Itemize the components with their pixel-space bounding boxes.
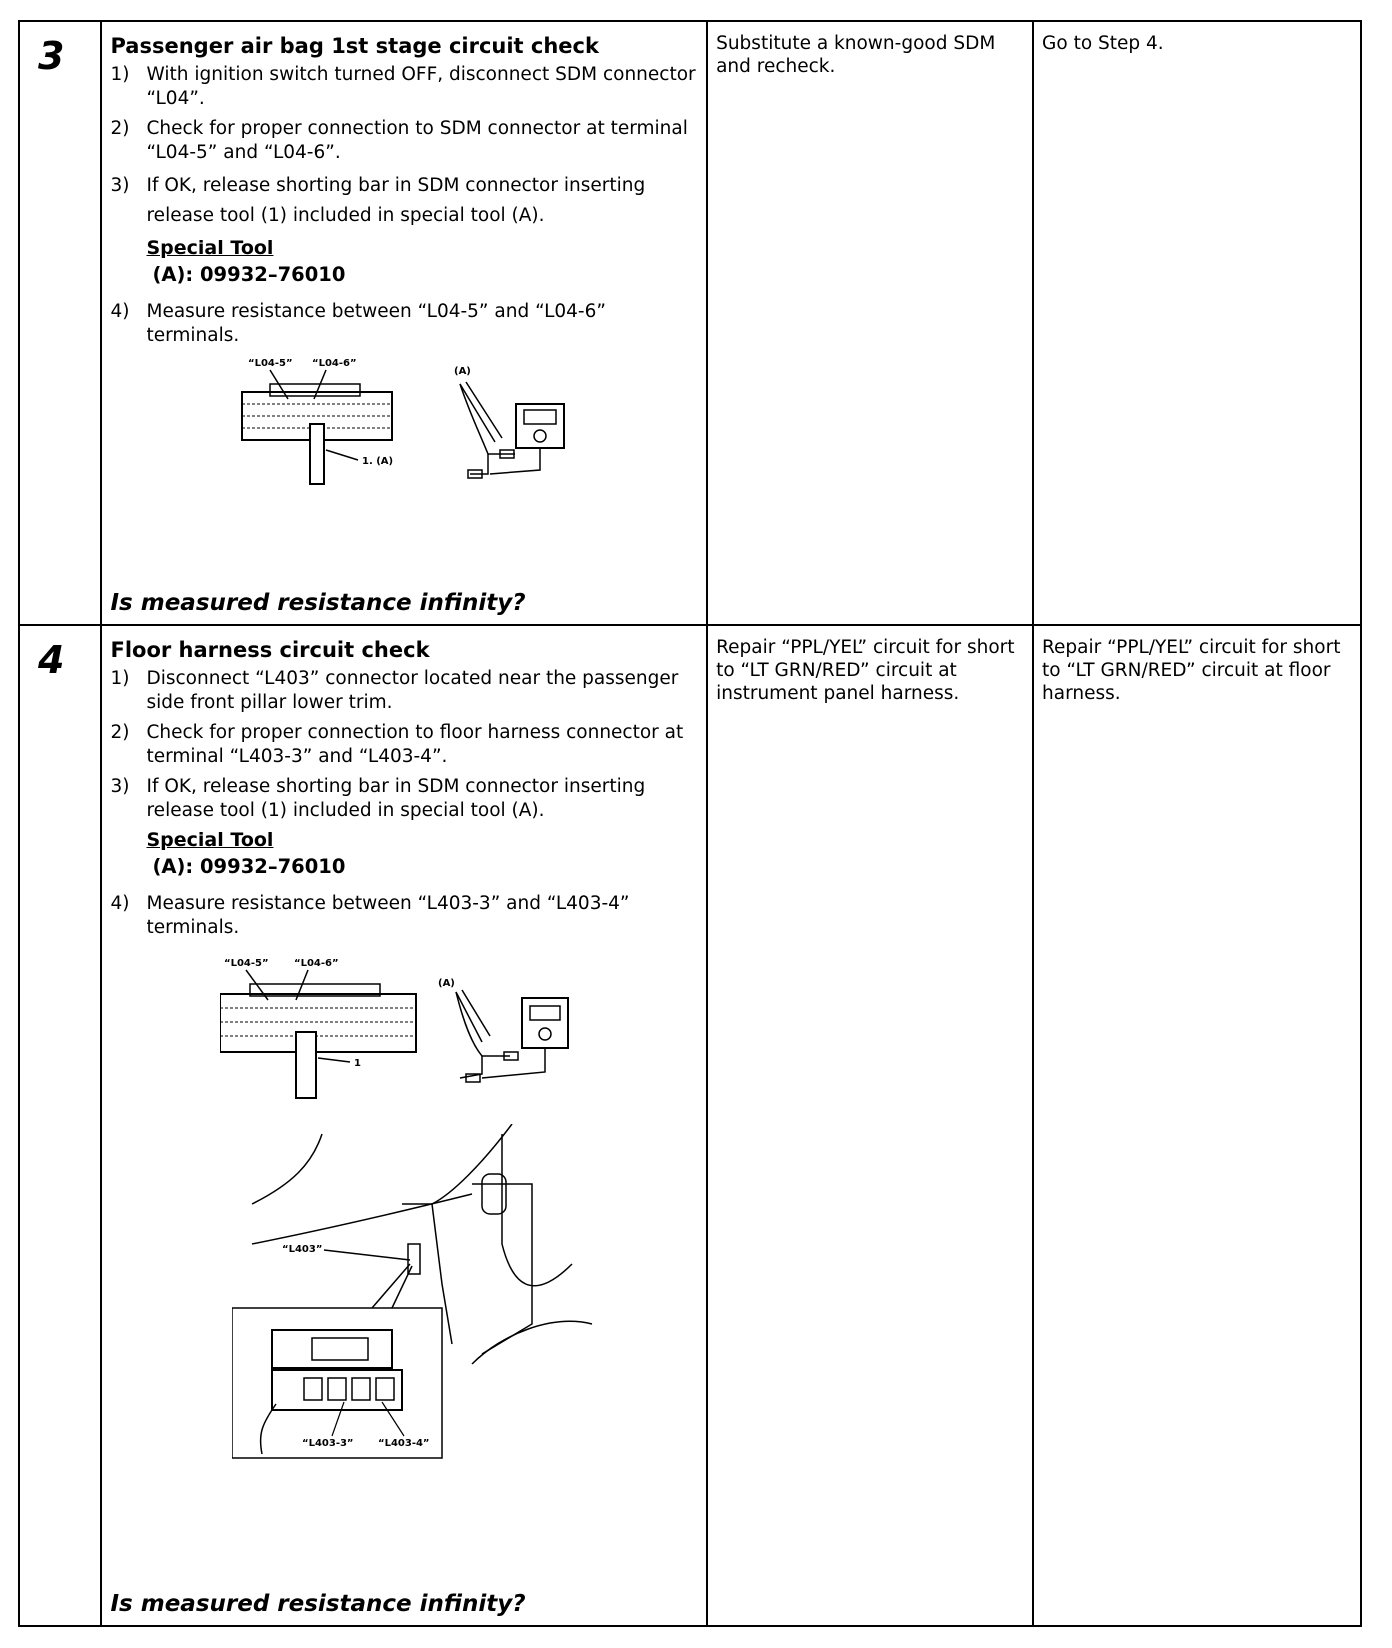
step-question: Is measured resistance infinity?: [110, 590, 526, 616]
special-tool-label: Special Tool: [146, 237, 274, 259]
step-question: Is measured resistance infinity?: [110, 1591, 526, 1617]
svg-text:(A): (A): [438, 978, 456, 989]
special-tool-number: (A): 09932–76010: [152, 263, 346, 286]
instruction-item: 4) Measure resistance between “L04-5” and “L04-6” terminals.: [110, 301, 606, 346]
instruction-item: 1) Disconnect “L403” connector located near the passenger side front pillar lower trim.: [110, 668, 679, 713]
step-row: [19, 21, 1361, 625]
no-action: Go to Step 4.: [1042, 33, 1164, 54]
sdm-connector-diagram: [220, 954, 600, 1104]
step-number: 3: [38, 34, 65, 78]
instruction-item: 2) Check for proper connection to floor harness connector at terminal “L403-3” and “L403-4”.: [110, 722, 684, 767]
svg-text:“L403”: “L403”: [282, 1244, 323, 1255]
step-number: 4: [38, 638, 65, 682]
instruction-item: 3) If OK, release shorting bar in SDM connector inserting release tool (1) included in special tool (A).: [110, 175, 646, 226]
front-pillar-diagram: [232, 1124, 612, 1464]
no-action: Repair “PPL/YEL” circuit for short to “LT GRN/RED” circuit at floor harness.: [1042, 637, 1341, 704]
instruction-item: 3) If OK, release shorting bar in SDM connector inserting release tool (1) included in special tool (A).: [110, 776, 646, 821]
svg-text:“L04-6”: “L04-6”: [312, 358, 358, 369]
diagnostic-table: [18, 20, 1362, 1627]
instruction-item: 4) Measure resistance between “L403-3” and “L403-4” terminals.: [110, 893, 630, 938]
svg-text:“L403-3”: “L403-3”: [302, 1438, 354, 1449]
svg-text:“L403-4”: “L403-4”: [378, 1438, 430, 1449]
sdm-connector-diagram: [230, 354, 570, 494]
svg-text:1: 1: [354, 1058, 362, 1069]
svg-text:(A): (A): [454, 366, 472, 377]
instruction-item: 2) Check for proper connection to SDM connector at terminal “L04-5” and “L04-6”.: [110, 118, 688, 163]
step-title: Passenger air bag 1st stage circuit check: [110, 34, 599, 58]
yes-action: Substitute a known-good SDM and recheck.: [716, 33, 996, 77]
svg-text:“L04-6”: “L04-6”: [294, 958, 340, 969]
step-row: [19, 625, 1361, 1626]
special-tool-label: Special Tool: [146, 829, 274, 851]
instruction-item: 1) With ignition switch turned OFF, disconnect SDM connector “L04”.: [110, 64, 696, 109]
svg-text:“L04-5”: “L04-5”: [248, 358, 294, 369]
svg-text:“L04-5”: “L04-5”: [224, 958, 270, 969]
yes-action: Repair “PPL/YEL” circuit for short to “LT GRN/RED” circuit at instrument panel harness.: [716, 637, 1015, 704]
special-tool-number: (A): 09932–76010: [152, 855, 346, 878]
svg-text:1. (A): 1. (A): [362, 456, 394, 467]
step-title: Floor harness circuit check: [110, 638, 430, 662]
